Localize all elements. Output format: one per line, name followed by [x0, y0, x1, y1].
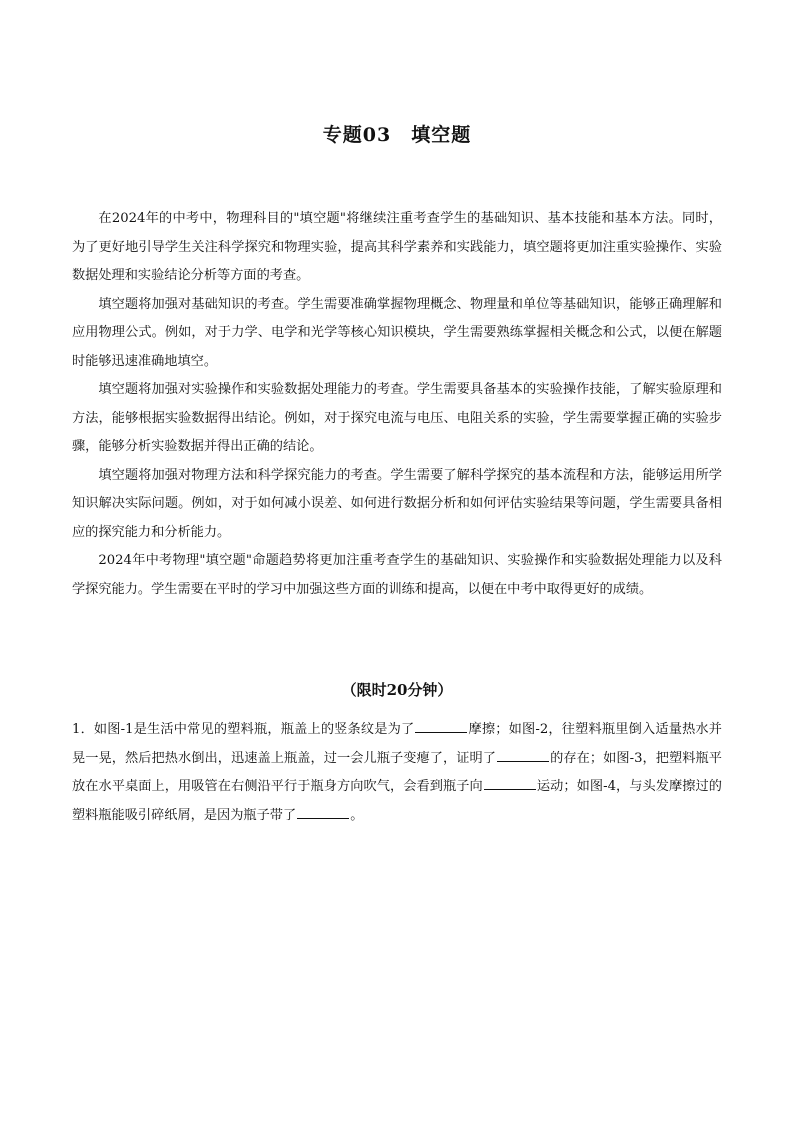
- question-text: 的存在；如图-3，把塑料瓶平放在水平桌面上，用吸管在右侧沿平行于瓶身方向吹气，会看到瓶子向: [72, 750, 722, 794]
- answer-blank-2: [497, 747, 549, 762]
- question-text: 。: [350, 807, 364, 823]
- intro-section: [72, 205, 722, 604]
- intro-paragraph: 在2024年的中考中，物理科目的"填空题"将继续注重考查学生的基础知识、基本技能和基本方法。同时，为了更好地引导学生关注科学探究和物理实验，提高其科学素养和实践能力，填空题将更加注重实验操作、实验数据处理和实验结论分析等方面的考查。: [72, 211, 722, 283]
- intro-paragraph: 填空题将加强对物理方法和科学探究能力的考查。学生需要了解科学探究的基本流程和方法，能够运用所学知识解决实际问题。例如，对于如何减小误差、如何进行数据分析和如何评估实验结果等问题，学生需要具备相应的探究能力和分析能力。: [72, 467, 722, 540]
- time-limit-heading: （限时20分钟）: [341, 681, 453, 699]
- intro-paragraph: 填空题将加强对基础知识的考查。学生需要准确掌握物理概念、物理量和单位等基础知识，能够正确理解和应用物理公式。例如，对于力学、电学和光学等核心知识模块，学生需要熟练掌握相关概念和公式，以便在解题时能够迅速准确地填空。: [72, 296, 722, 369]
- question-text: 1．如图-1是生活中常见的塑料瓶，瓶盖上的竖条纹是为了: [72, 722, 415, 737]
- intro-paragraph: 填空题将加强对实验操作和实验数据处理能力的考查。学生需要具备基本的实验操作技能，了解实验原理和方法，能够根据实验数据得出结论。例如，对于探究电流与电压、电阻关系的实验，学生需要掌握正确的实验步骤，能够分析实验数据并得出正确的结论。: [72, 382, 722, 454]
- question-text: 运动；如图-4，与头发摩擦过的塑料瓶能吸引碎纸屑，是因为瓶子带了: [72, 779, 722, 823]
- intro-paragraph: 2024年中考物理"填空题"命题趋势将更加注重考查学生的基础知识、实验操作和实验数据处理能力以及科学探究能力。学生需要在平时的学习中加强这些方面的训练和提高，以便在中考中取得更好的成绩。: [72, 553, 722, 597]
- page-title: 专题03 填空题: [322, 124, 472, 146]
- answer-blank-3: [484, 775, 536, 790]
- question-text: 摩擦；如图-2，往塑料瓶里倒入适量热水并晃一晃，然后把热水倒出，迅速盖上瓶盖，过一会儿瓶子变瘪了，证明了: [72, 722, 722, 766]
- question-1: [72, 716, 722, 830]
- answer-blank-4: [297, 804, 349, 819]
- answer-blank-1: [415, 718, 467, 733]
